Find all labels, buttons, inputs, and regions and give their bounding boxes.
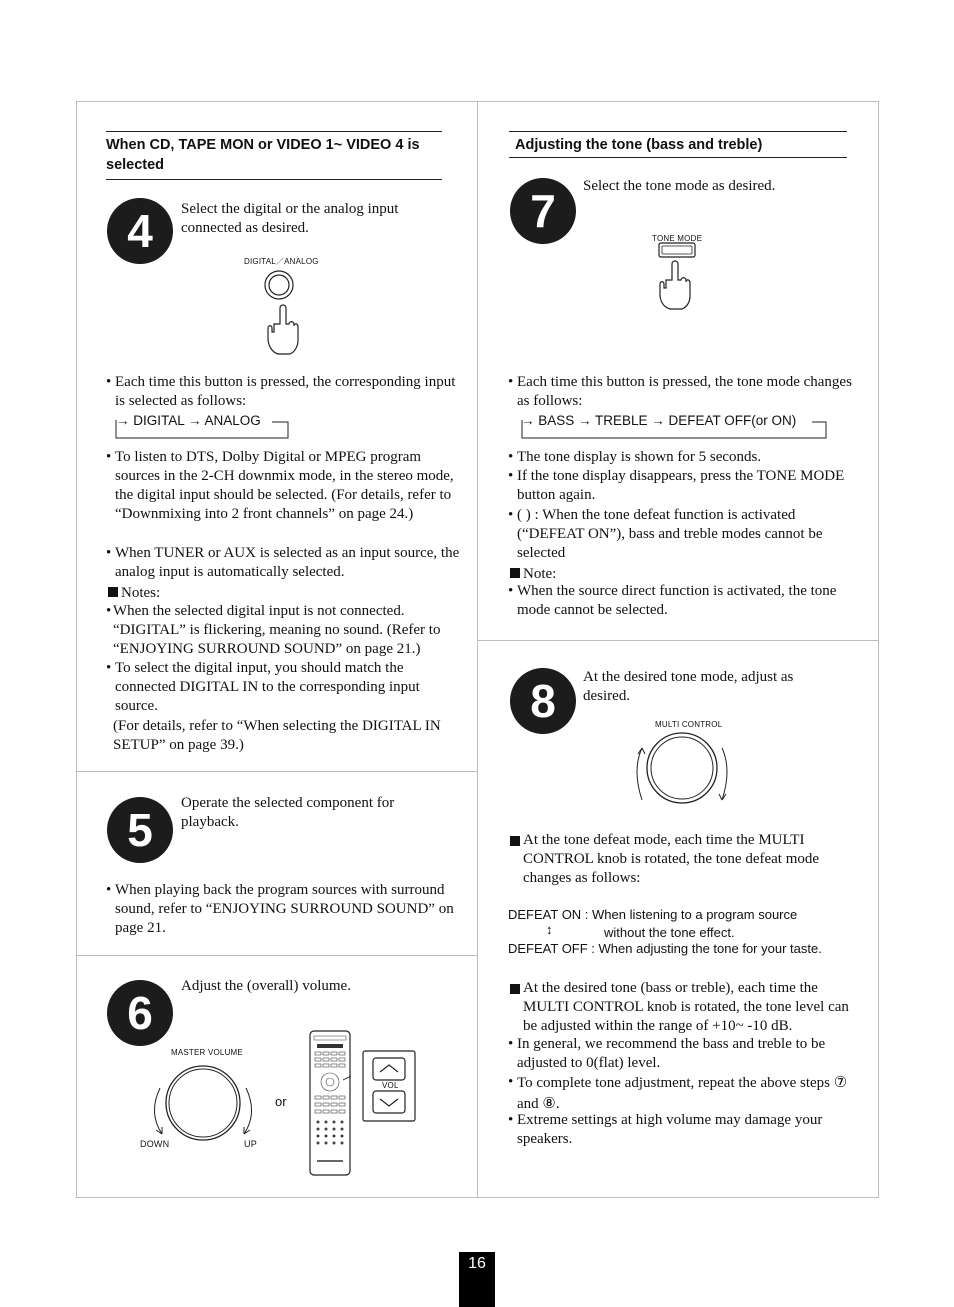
column-divider	[477, 101, 478, 1198]
square-bullet-icon	[510, 836, 520, 846]
step-8-instruction: At the desired tone mode, adjust as desired.	[583, 669, 794, 704]
step-7-bullet-3: • If the tone display disappears, press the TONE MODE button again.	[508, 468, 845, 503]
square-bullet-icon	[510, 568, 520, 578]
up-down-arrow-icon: ↕	[546, 922, 553, 937]
section-heading-left: When CD, TAPE MON or VIDEO 1~ VIDEO 4 is selected	[106, 137, 420, 173]
section-heading-right: Adjusting the tone (bass and treble)	[515, 137, 763, 153]
step-4-bullet-3: • When TUNER or AUX is selected as an input source, the analog input is automatically selected.	[106, 545, 460, 580]
master-volume-knob-icon[interactable]	[140, 1058, 270, 1142]
step-7-bullet-4: • ( ) : When the tone defeat function is activated (“DEFEAT ON”), bass and treble modes cannot be selected	[508, 507, 823, 561]
tone-mode-button-icon[interactable]	[656, 242, 702, 312]
step-7-bullet-2: • The tone display is shown for 5 seconds.	[508, 449, 762, 465]
section-divider-left-2	[77, 955, 477, 956]
defeat-on-line: DEFEAT ON : When listening to a program source	[508, 907, 798, 922]
vol-up-button-icon[interactable]	[372, 1057, 406, 1081]
step-7-bullet-1: • Each time this button is pressed, the tone mode changes as follows:	[508, 374, 852, 409]
section-divider-left-1	[77, 771, 477, 772]
defeat-off-line: DEFEAT OFF : When adjusting the tone for your taste.	[508, 941, 822, 956]
step-8-bullet-2: • To complete tone adjustment, repeat the above steps ⑦ and ⑧.	[508, 1074, 848, 1112]
step-8-bullet-1: • In general, we recommend the bass and treble to be adjusted to 0(flat) level.	[508, 1036, 826, 1071]
step-8-bullet-3: • Extreme settings at high volume may damage your speakers.	[508, 1112, 823, 1147]
square-bullet-icon	[108, 587, 118, 597]
page-number: 16	[459, 1252, 495, 1307]
step-4-bullet-2: • To listen to DTS, Dolby Digital or MPEG program sources in the 2-CH downmix mode, in the stereo mode, the digital input should be selected. (For details, refer to “Downmixing into 2 front channels” on page 24.)	[106, 449, 454, 522]
volume-down-label: DOWN	[140, 1139, 170, 1149]
note-2: • To select the digital input, you should match the connected DIGITAL IN to the corresponding input source.	[106, 660, 420, 714]
heading-rule-top-right	[509, 131, 847, 132]
digital-analog-label: DIGITAL／ANALOG	[244, 257, 319, 266]
multi-control-label: MULTI CONTROL	[655, 720, 723, 729]
tone-mode-label: TONE MODE	[652, 234, 703, 243]
step-4-bullet-1: • Each time this button is pressed, the corresponding input is selected as follows:	[106, 374, 456, 409]
multi-control-knob-icon[interactable]	[632, 730, 732, 806]
step-6-badge: 6	[107, 980, 173, 1046]
note-heading-right: Note:	[510, 565, 556, 584]
square-bullet-icon	[510, 984, 520, 994]
vol-down-button-icon[interactable]	[372, 1090, 406, 1114]
note-1: • When the selected digital input is not connected. “DIGITAL” is flickering, meaning no sound. (Refer to “ENJOYING SURROUND SOUND” on page 21.)	[106, 603, 441, 657]
section-divider-right-1	[478, 640, 878, 641]
step-5-badge: 5	[107, 797, 173, 863]
step-7-badge: 7	[510, 178, 576, 244]
step-5-instruction: Operate the selected component for playback.	[181, 795, 395, 830]
notes-heading: Notes:	[108, 584, 160, 603]
step-8-para-1: At the tone defeat mode, each time the MULTI CONTROL knob is rotated, the tone defeat mode changes as follows:	[510, 831, 855, 888]
step-7-instruction: Select the tone mode as desired.	[583, 178, 776, 194]
heading-rule-top	[106, 131, 442, 132]
defeat-on-line-2: without the tone effect.	[604, 925, 735, 940]
master-volume-label: MASTER VOLUME	[171, 1048, 243, 1057]
step-4-badge: 4	[107, 198, 173, 264]
or-label: or	[275, 1094, 287, 1109]
step-4-instruction: Select the digital or the analog input connected as desired.	[181, 201, 399, 236]
heading-rule-bottom	[106, 179, 442, 180]
volume-up-label: UP	[244, 1139, 257, 1149]
step-5-bullet-1: • When playing back the program sources with surround sound, refer to “ENJOYING SURROUND SOUND” on page 21.	[106, 882, 454, 936]
note-2-reference: (For details, refer to “When selecting the DIGITAL IN SETUP” on page 39.)	[113, 718, 441, 753]
step-6-instruction: Adjust the (overall) volume.	[181, 978, 351, 994]
vol-label: VOL	[382, 1081, 399, 1090]
step-8-para-2: At the desired tone (bass or treble), each time the MULTI CONTROL knob is rotated, the tone level can be adjusted within the range of +10~ -10 dB.	[510, 979, 855, 1036]
step-7-sequence: → BASS → TREBLE → DEFEAT OFF(or ON)	[521, 413, 797, 428]
remote-control-icon	[309, 1030, 351, 1176]
step-8-badge: 8	[510, 668, 576, 734]
heading-rule-bottom-right	[509, 157, 847, 158]
digital-analog-button-icon[interactable]	[258, 266, 308, 358]
step-4-sequence: → DIGITAL → ANALOG	[116, 413, 261, 428]
note-right-1: • When the source direct function is activated, the tone mode cannot be selected.	[508, 583, 837, 618]
